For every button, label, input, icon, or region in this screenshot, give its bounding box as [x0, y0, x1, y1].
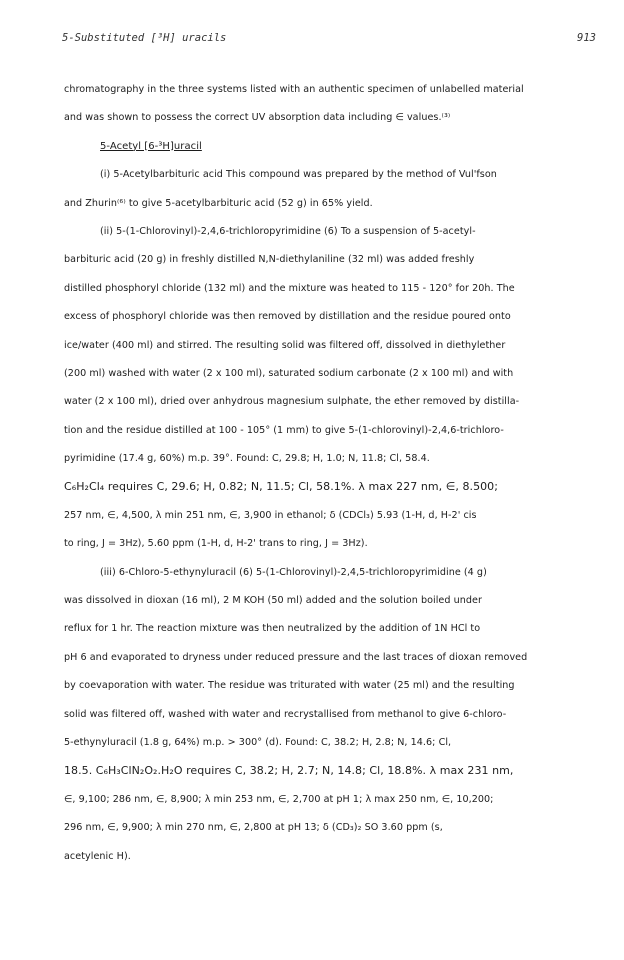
page-number: 913: [577, 32, 596, 44]
text-line: was dissolved in dioxan (16 ml), 2 M KOH (50 ml) added and the solution boiled under: [64, 595, 482, 607]
text-line: (ii) 5-(1-Chlorovinyl)-2,4,6-trichloropyrimidine (6) To a suspension of 5-acetyl-: [100, 225, 476, 237]
text-line: and was shown to possess the correct UV absorption data including ∈ values.⁽³⁾: [64, 112, 451, 124]
text-line: 257 nm, ∈, 4,500, λ min 251 nm, ∈, 3,900 in ethanol; δ (CDCl₃) 5.93 (1-H, d, H-2' cis: [64, 509, 477, 521]
text-line: pH 6 and evaporated to dryness under reduced pressure and the last traces of dioxan removed: [64, 651, 528, 663]
text-line: pyrimidine (17.4 g, 60%) m.p. 39°. Found: C, 29.8; H, 1.0; N, 11.8; Cl, 58.4.: [64, 453, 430, 465]
text-line: C₆H₂Cl₄ requires C, 29.6; H, 0.82; N, 11.5; Cl, 58.1%. λ max 227 nm, ∈, 8.500;: [64, 480, 498, 494]
text-line: and Zhurin⁽⁶⁾ to give 5-acetylbarbituric acid (52 g) in 65% yield.: [64, 197, 373, 209]
text-line: chromatography in the three systems listed with an authentic specimen of unlabelled material: [64, 84, 524, 95]
text-line: distilled phosphoryl chloride (132 ml) and the mixture was heated to 115 - 120° for 20h. The: [64, 282, 515, 294]
text-line: (iii) 6-Chloro-5-ethynyluracil (6) 5-(1-Chlorovinyl)-2,4,5-trichloropyrimidine (4 g): [100, 566, 487, 578]
running-head: [62, 32, 596, 44]
text-line: acetylenic H).: [64, 850, 131, 862]
text-line: 18.5. C₆H₃ClN₂O₂.H₂O requires C, 38.2; H, 2.7; N, 14.8; Cl, 18.8%. λ max 231 nm,: [64, 764, 514, 778]
text-line: tion and the residue distilled at 100 - 105° (1 mm) to give 5-(1-chlorovinyl)-2,4,6-trichloro-: [64, 424, 504, 436]
text-line: 296 nm, ∈, 9,900; λ min 270 nm, ∈, 2,800 at pH 13; δ (CD₃)₂ SO 3.60 ppm (s,: [64, 822, 443, 834]
running-title: 5-Substituted [³H] uracils: [62, 32, 227, 44]
text-line: (200 ml) washed with water (2 x 100 ml), saturated sodium carbonate (2 x 100 ml) and with: [64, 367, 514, 379]
text-line: water (2 x 100 ml), dried over anhydrous magnesium sulphate, the ether removed by distilla-: [64, 396, 520, 408]
text-line: to ring, J = 3Hz), 5.60 ppm (1-H, d, H-2' trans to ring, J = 3Hz).: [64, 538, 368, 550]
text-line: reflux for 1 hr. The reaction mixture was then neutralized by the addition of 1N HCl to: [64, 623, 481, 635]
text-line: 5-ethynyluracil (1.8 g, 64%) m.p. > 300° (d). Found: C, 38.2; H, 2.8; N, 14.6; Cl,: [64, 736, 452, 748]
text-line: ice/water (400 ml) and stirred. The resulting solid was filtered off, dissolved in diethylether: [64, 339, 506, 351]
text-line: barbituric acid (20 g) in freshly distilled N,N-diethylaniline (32 ml) was added freshly: [64, 254, 475, 266]
text-line: solid was filtered off, washed with water and recrystallised from methanol to give 6-chloro-: [64, 708, 507, 720]
section-heading: 5-Acetyl [6-³H]uracil: [100, 140, 202, 152]
body-text: [64, 76, 562, 871]
text-line: ∈, 9,100; 286 nm, ∈, 8,900; λ min 253 nm, ∈, 2,700 at pH 1; λ max 250 nm, ∈, 10,200;: [64, 793, 494, 805]
text-line: (i) 5-Acetylbarbituric acid This compound was prepared by the method of Vul'fson: [100, 169, 497, 181]
text-line: by coevaporation with water. The residue was triturated with water (25 ml) and the resulting: [64, 680, 515, 692]
text-line: excess of phosphoryl chloride was then removed by distillation and the residue poured onto: [64, 311, 511, 323]
